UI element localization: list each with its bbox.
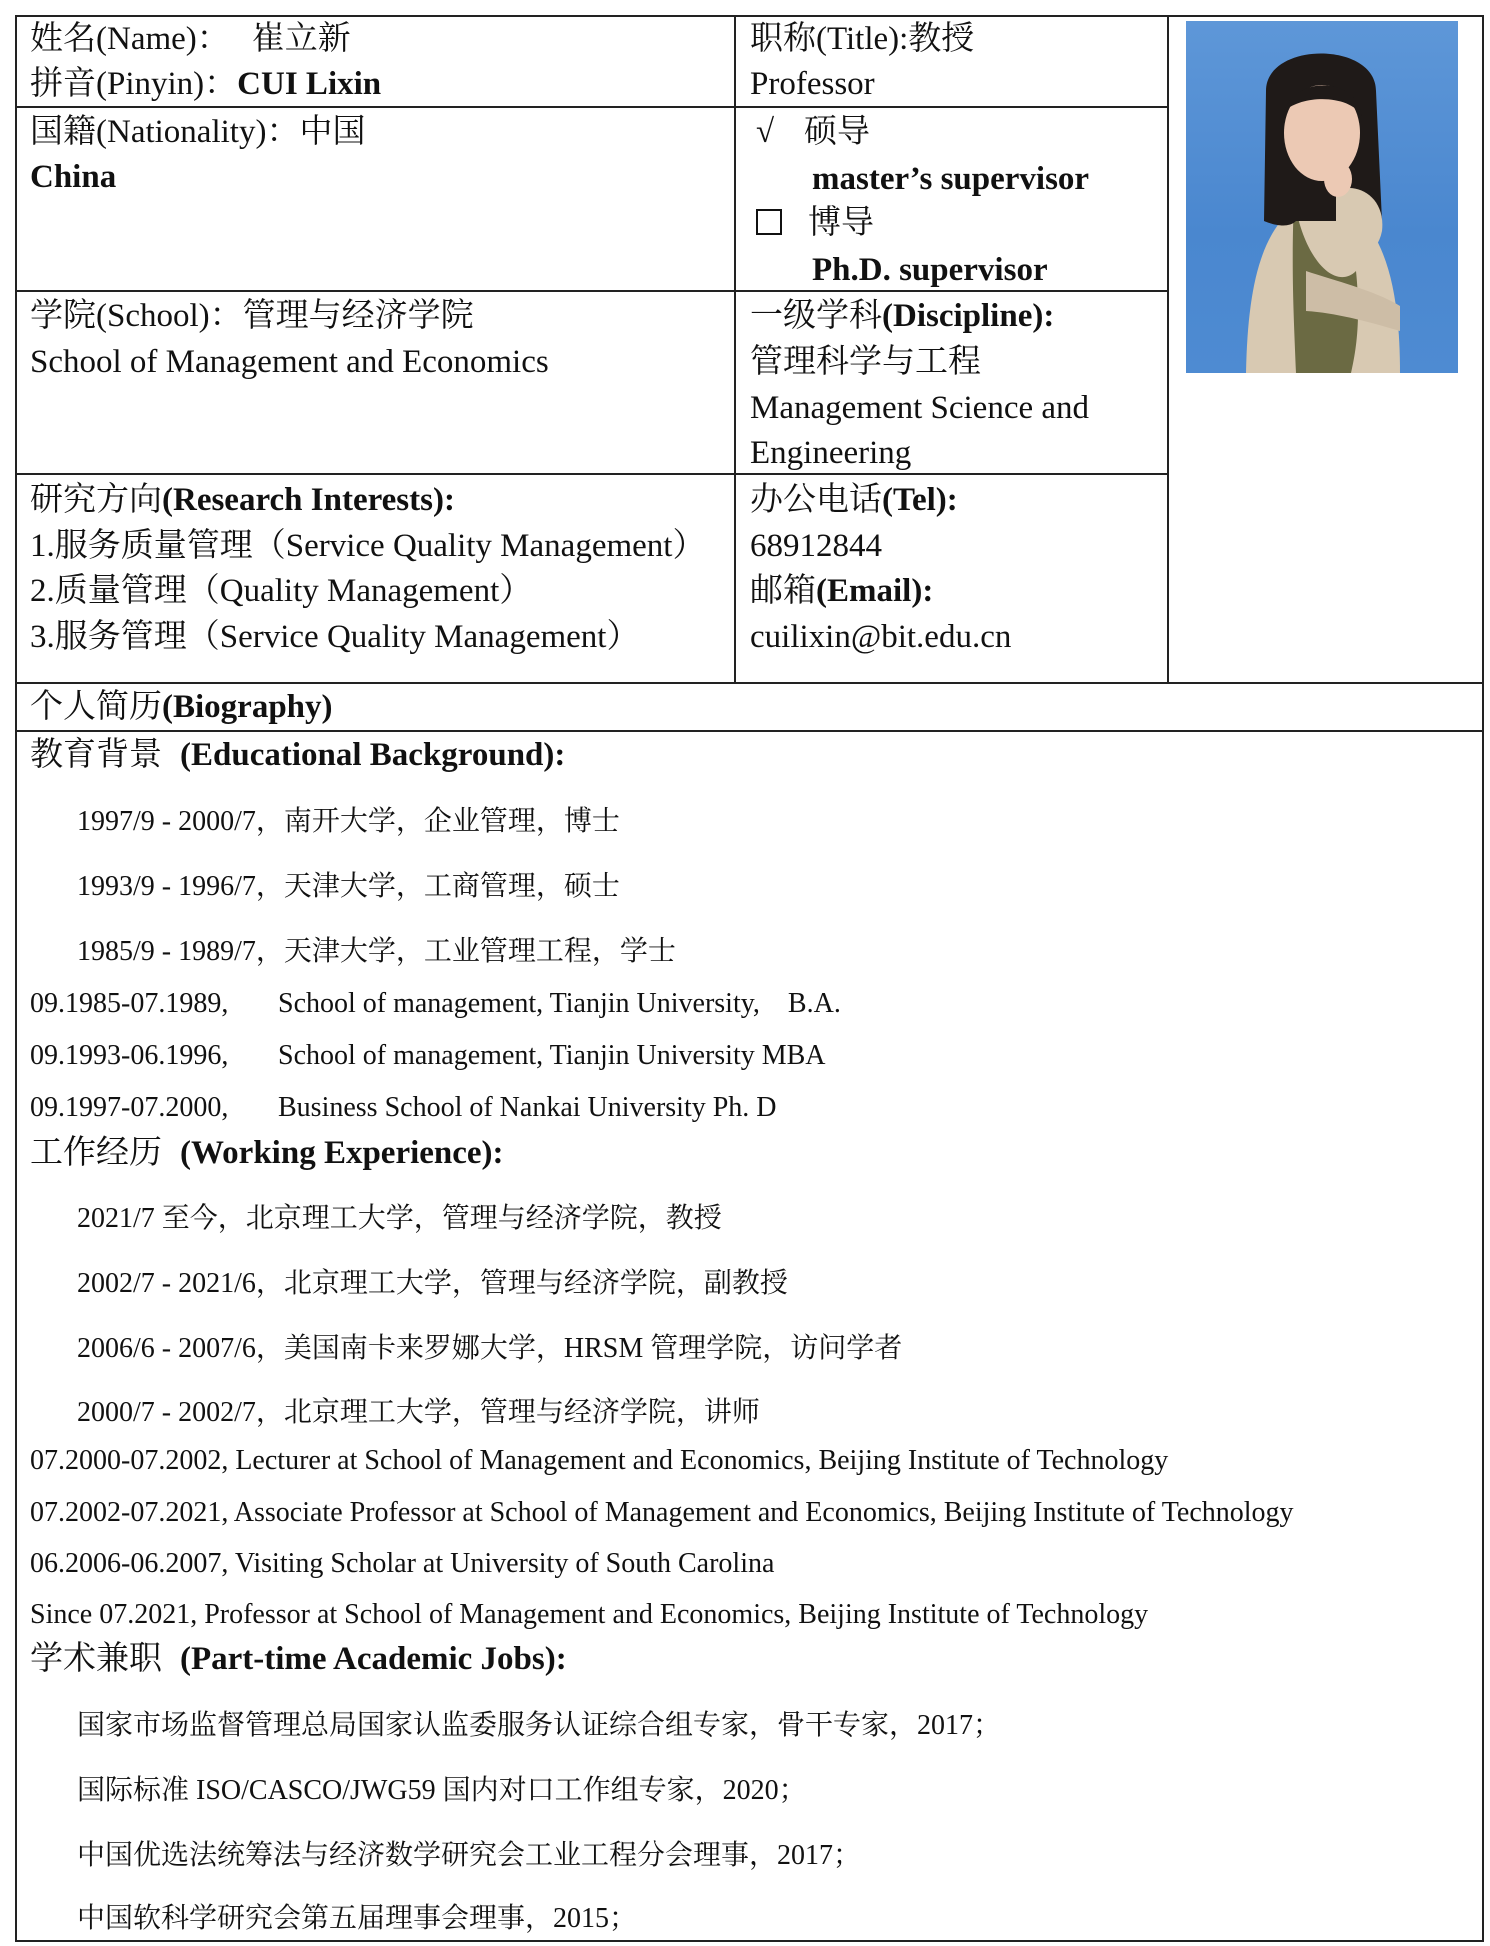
row-divider: [15, 682, 1484, 684]
portrait-illustration: [1186, 21, 1458, 373]
parttime-item: 国际标准 ISO/CASCO/JWG59 国内对口工作组专家，2020；: [77, 1775, 807, 1806]
nationality-value-en: China: [30, 159, 117, 195]
work-cn-item: 2006/6 - 2007/6，美国南卡来罗娜大学，HRSM 管理学院，访问学者: [77, 1333, 903, 1364]
tel-value: 68912844: [750, 528, 882, 564]
education-en-text: School of management, Tianjin University, B.A.: [278, 988, 841, 1019]
education-heading-cn: 教育背景: [30, 737, 162, 773]
education-en-item: [30, 984, 841, 1024]
title-value-cn: 教授: [908, 21, 975, 57]
work-cn-item: 2002/7 - 2021/6，北京理工大学，管理与经济学院，副教授: [77, 1268, 788, 1299]
education-en-text: School of management, Tianjin University MBA: [278, 1040, 826, 1071]
education-cn-item: 1985/9 - 1989/7，天津大学，工业管理工程，学士: [77, 936, 676, 967]
school-label: 学院(School)：: [30, 298, 243, 334]
parttime-heading: [30, 1637, 567, 1681]
education-heading-en: (Educational Background):: [180, 737, 566, 773]
biography-title-cn: 个人简历: [30, 689, 162, 725]
row-divider: [15, 730, 1484, 732]
work-cn-item: 2021/7 至今，北京理工大学，管理与经济学院，教授: [77, 1203, 722, 1234]
research-item: 3.服务管理（Service Quality Management）: [30, 619, 640, 655]
master-cn: 硕导: [804, 114, 870, 150]
phd-en: Ph.D. supervisor: [812, 252, 1048, 288]
nationality-field: [30, 110, 365, 154]
education-heading: [30, 733, 565, 777]
pinyin-label: 拼音(Pinyin)：: [30, 66, 238, 102]
tel-label-cn: 办公电话: [750, 482, 882, 518]
parttime-item: 国家市场监督管理总局国家认监委服务认证综合组专家，骨干专家，2017；: [77, 1710, 1002, 1741]
school-value-cn: 管理与经济学院: [242, 298, 474, 334]
pinyin-value: CUI Lixin: [237, 66, 382, 102]
research-label-cn: 研究方向: [30, 482, 162, 518]
name-field: [30, 17, 351, 61]
nationality-value-cn: 中国: [299, 114, 366, 150]
discipline-value-en-1: Management Science and: [750, 390, 1090, 426]
research-label: [30, 478, 455, 522]
parttime-heading-en: (Part-time Academic Jobs):: [180, 1641, 567, 1677]
school-value-en: School of Management and Economics: [30, 344, 549, 380]
profile-photo: [1186, 21, 1458, 373]
discipline-label-en: (Discipline):: [882, 298, 1055, 334]
title-value-en: Professor: [750, 66, 875, 102]
phd-supervisor-option: [756, 201, 874, 245]
work-heading-en: (Working Experience):: [180, 1135, 504, 1171]
column-divider: [1167, 15, 1169, 682]
title-field: [750, 17, 974, 61]
tel-label-en: (Tel):: [882, 482, 958, 518]
biography-title-en: (Biography): [162, 689, 333, 725]
discipline-value-en-2: Engineering: [750, 435, 912, 471]
name-label: 姓名(Name)：: [30, 21, 230, 57]
email-label-cn: 邮箱: [750, 573, 816, 609]
education-en-date: 09.1997-07.2000,: [30, 1092, 229, 1123]
pinyin-field: [30, 62, 381, 106]
master-supervisor-option: [756, 110, 870, 154]
discipline-value-cn: 管理科学与工程: [750, 344, 981, 380]
education-en-text: Business School of Nankai University Ph. D: [278, 1092, 777, 1123]
work-cn-item: 2000/7 - 2002/7，北京理工大学，管理与经济学院，讲师: [77, 1397, 760, 1428]
education-cn-item: 1993/9 - 1996/7，天津大学，工商管理，硕士: [77, 871, 620, 902]
parttime-item: 中国软科学研究会第五届理事会理事，2015；: [77, 1903, 638, 1934]
work-en-item: 06.2006-06.2007, Visiting Scholar at University of South Carolina: [30, 1548, 775, 1579]
row-divider: [15, 473, 1168, 475]
work-heading: [30, 1131, 504, 1175]
school-field: [30, 294, 474, 338]
parttime-item: 中国优选法统筹法与经济数学研究会工业工程分会理事，2017；: [77, 1840, 862, 1871]
email-label-en: (Email):: [816, 573, 934, 609]
education-en-date: 09.1985-07.1989,: [30, 988, 229, 1019]
master-en: master’s supervisor: [812, 161, 1090, 197]
work-en-item: 07.2002-07.2021, Associate Professor at School of Management and Economics, Beijing Institute of Technology: [30, 1497, 1294, 1528]
education-en-item: [30, 1088, 777, 1128]
title-label: 职称(Title):: [750, 21, 909, 57]
research-label-en: (Research Interests):: [162, 482, 455, 518]
discipline-label: [750, 294, 1054, 338]
research-item: 1.服务质量管理（Service Quality Management）: [30, 528, 706, 564]
research-item: 2.质量管理（Quality Management）: [30, 573, 533, 609]
email-value: cuilixin@bit.edu.cn: [750, 619, 1012, 655]
column-divider: [734, 15, 736, 682]
education-cn-item: 1997/9 - 2000/7，南开大学，企业管理，博士: [77, 806, 620, 837]
work-en-item: Since 07.2021, Professor at School of Management and Economics, Beijing Institute of Technology: [30, 1599, 1149, 1630]
education-en-item: [30, 1036, 826, 1076]
education-en-date: 09.1993-06.1996,: [30, 1040, 229, 1071]
name-value: 崔立新: [251, 21, 351, 57]
phd-cn: 博导: [808, 205, 874, 241]
discipline-label-cn: 一级学科: [750, 298, 882, 334]
email-label: [750, 569, 933, 613]
biography-title: [30, 685, 333, 729]
work-heading-cn: 工作经历: [30, 1135, 162, 1171]
work-en-item: 07.2000-07.2002, Lecturer at School of Management and Economics, Beijing Institute of Technology: [30, 1445, 1169, 1476]
checkbox-empty-icon: [756, 209, 782, 235]
row-divider: [15, 106, 1168, 108]
nationality-label: 国籍(Nationality)：: [30, 114, 300, 150]
check-icon: √: [756, 114, 775, 150]
tel-label: [750, 478, 958, 522]
parttime-heading-cn: 学术兼职: [30, 1641, 162, 1677]
